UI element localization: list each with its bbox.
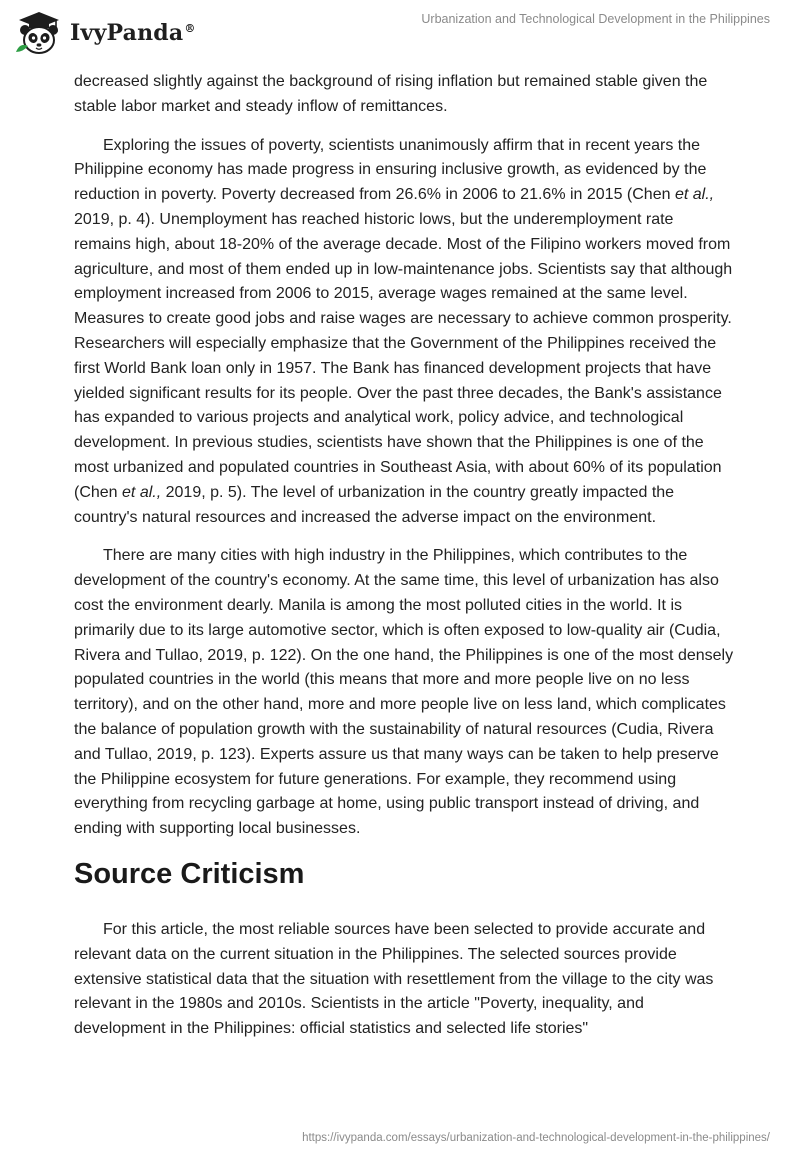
paragraph-text: 2019, p. 4). Unemployment has reached historic lows, but the underemployment rate remains high, about 18-20% of the average decade. Most of the Filipino workers moved from agriculture, and most of them ended up in low-maintenance jobs. Scientists say that although employment increased from 2006 to 2015, average wages remained at the same level. Measures to create good jobs and raise wages are necessary to achieve common prosperity. Researchers will especially emphasize that the Government of the Philippines received the first World Bank loan only in 1957. The Bank has financed development projects that have yielded significant results for its people. Over the past three decades, the Bank's assistance has expanded to various projects and analytical work, policy advice, and technological development. In previous studies, scientists have shown that the Philippines is one of the most urbanized and populated countries in Southeast Asia, with about 60% of its population (Chen (74, 210, 733, 501)
ivypanda-logo[interactable] (14, 8, 196, 58)
section-paragraph-list (74, 918, 734, 1042)
paragraph (74, 544, 734, 842)
section-heading: Source Criticism (74, 857, 305, 890)
essay-body (74, 70, 734, 1056)
paragraph-text: 2019, p. 5). The level of urbanization in the country greatly impacted the country's natural resources and increased the adverse impact on the environment. (74, 483, 675, 526)
paragraph-text: Exploring the issues of poverty, scientists unanimously affirm that in recent years the Philippine economy has made progress in ensuring inclusive growth, as evidenced by the reduction in poverty. Poverty decreased from 26.6% in 2006 to 21.6% in 2015 (Chen (74, 136, 707, 204)
paragraph-text: decreased slightly against the background of rising inflation but remained stable given the stable labor market and steady inflow of remittances. (74, 73, 708, 115)
brand-name: IvyPanda® (70, 20, 196, 46)
paragraph (74, 918, 734, 1042)
document-title: Urbanization and Technological Development in the Philippines (421, 12, 770, 26)
page-header (0, 0, 800, 64)
panda-graduate-icon (14, 8, 64, 58)
citation-italic: et al., (122, 483, 162, 501)
paragraph-list (74, 70, 734, 842)
paragraph (74, 134, 734, 531)
paragraph (74, 70, 734, 120)
citation-italic: et al., (674, 186, 715, 204)
paragraph-text: For this article, the most reliable sources have been selected to provide accurate and relevant data on the current situation in the Philippines. The selected sources provide extensive statistical data that the situation with resettlement from the village to the city was relevant in the 1980s and 2010s. Scientists in the article "Poverty, inequality, and development in the Philippines: official statistics and selected life stories" (74, 920, 714, 1038)
paragraph-text: There are many cities with high industry in the Philippines, which contributes to the development of the country's economy. At the same time, this level of urbanization has also cost the environment dearly. Manila is among the most polluted cities in the world. It is primarily due to its large automotive sector, which is often exposed to low-quality air (Cudia, Rivera and Tullao, 2019, p. 122). On the one hand, the Philippines is one of the most densely populated countries in the world (this means that more and more people live on no less territory), and on the other hand, more and more people live on less land, which complicates the balance of population growth with the sustainability of natural resources (Cudia, Rivera and Tullao, 2019, p. 123). Experts assure us that many ways can be taken to help preserve the Philippine ecosystem for future generations. For example, they recommend using everything from recycling garbage at home, using public transport instead of driving, and ending with supporting local businesses. (74, 547, 734, 838)
source-url[interactable]: https://ivypanda.com/essays/urbanization-and-technological-development-in-the-philippines/ (302, 1132, 770, 1144)
